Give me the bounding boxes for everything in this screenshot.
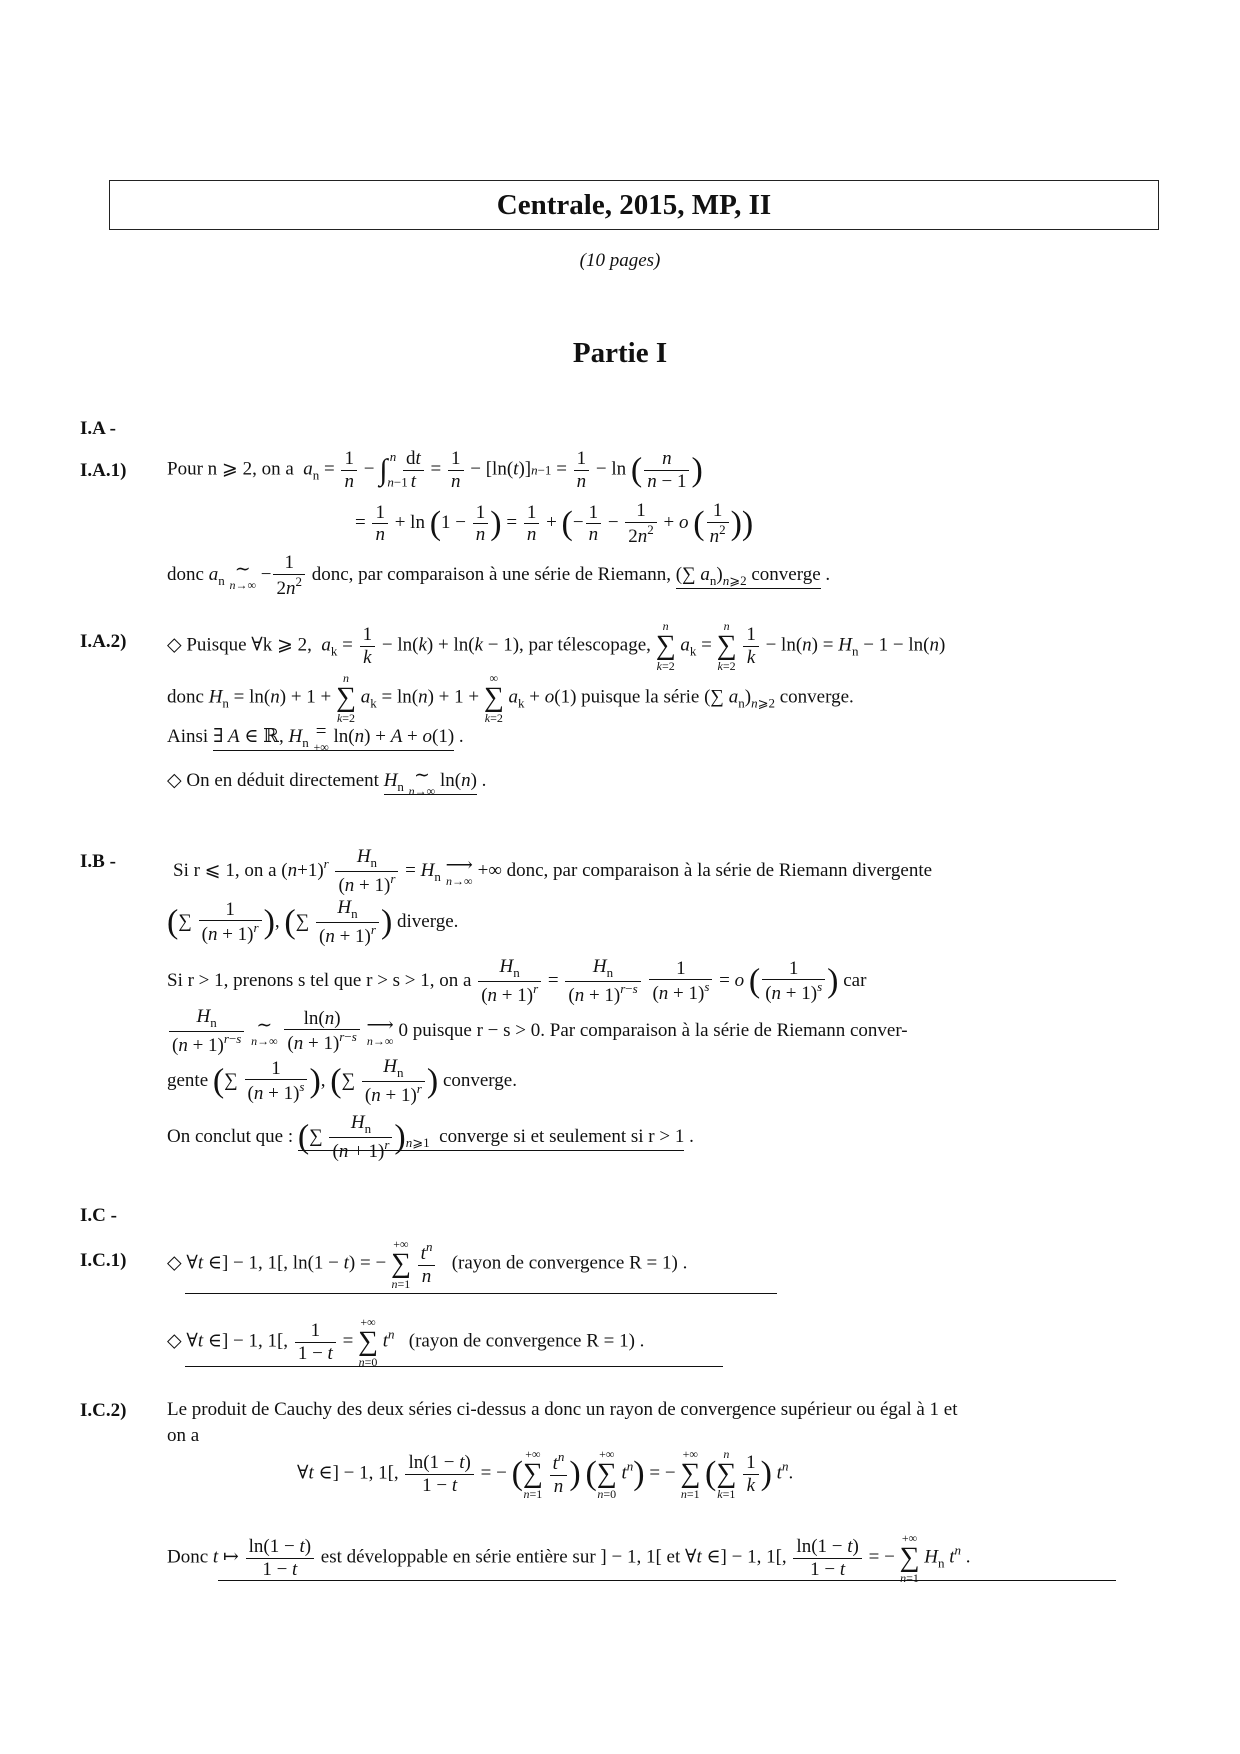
section-label-ia1: I.A.1)	[80, 460, 127, 481]
page-count: (10 pages)	[579, 250, 661, 271]
ic2-text-line1: Le produit de Cauchy des deux séries ci-dessus a donc un rayon de convergence supérieur ou égal à 1 et	[167, 1399, 958, 1420]
section-label-ib: I.B -	[80, 851, 116, 872]
ib-converge-line: gente (∑ $\frac{1}{(n + 1)^s}$ ), (∑ $\frac{H_n}{(n + 1)^r}$ ) converge.	[167, 1056, 517, 1106]
ic2-conclusion-line: Donc t ↦ $\frac{\ln(1 - t)}{1 - t}$ est développable en série entière sur ] − 1, 1[ et ∀t ∈] − 1, 1[, $\frac{\ln(1 - t)}{1 - t}$ = − +∞ ∑ n=1 $H_n$ $t^n$ .	[167, 1531, 971, 1585]
ib-conclusion-line: On conclut que : (∑ $\frac{H_n}{(n + 1)^r}$ )$_{n⩾1}$ converge si et seulement si r > 1 .	[167, 1112, 694, 1162]
ia2-hn-line: donc $H_n = \ln(n) + 1$ + n ∑ k=2 $a_k = \ln(n) + 1$ + ∞ ∑ k=2 $a_k + o(1)$ puisque la série (∑ $a_n)_{n⩾2}$ converge.	[167, 671, 854, 725]
document-title: Centrale, 2015, MP, II	[109, 180, 1159, 230]
ia2-telescoping-line: ◇ Puisque ∀k ⩾ 2, $a_k$ = $\frac{1}{k}$ − ln(k) + ln(k − 1), par télescopage, n ∑ k=2 $a_k$ = n ∑ k=2 $\frac{1}{k}$ − $\ln(n) = H_n - 1 - \ln(n)$	[167, 619, 946, 673]
section-label-ic2: I.C.2)	[80, 1400, 127, 1421]
section-label-ic1: I.C.1)	[80, 1250, 127, 1271]
section-label-ic: I.C -	[80, 1205, 117, 1226]
ib-case2-line: Si r > 1, prenons s tel que r > s > 1, on a $\frac{H_n}{(n + 1)^r}$ = $\frac{H_n}{(n + 1)^{r-s}}$ $\frac{1}{(n + 1)^s}$ = o ( $\frac{1}{(n + 1)^s}$ ) car	[167, 956, 867, 1006]
ia1-formula-line2: = $\frac{1}{n}$ + ln (1 − $\frac{1}{n}$ ) = $\frac{1}{n}$ + (− $\frac{1}{n}$ − $\frac{1}{2n^2}$ + o ( $\frac{1}{n^2}$ ))	[355, 500, 754, 547]
ib-case1-line: Si r ⩽ 1, on a $(n+1)^r$ $\frac{H_n}{(n + 1)^r}$ = $H_n$ ⟶ n→∞ +∞ donc, par comparaison à la série de Riemann divergente	[173, 846, 933, 896]
ic1-underline-2	[185, 1366, 723, 1367]
ic1-geometric-series-line: ◇ ∀t ∈] − 1, 1[, $\frac{1}{1 - t}$ = +∞ ∑ n=0 $t^n$ (rayon de convergence R = 1) .	[167, 1315, 645, 1369]
ib-equivalent-line: $\frac{H_n}{(n + 1)^{r-s}}$ ∼ n→∞ $\frac{\ln(n)}{(n + 1)^{r-s}}$ ⟶ n→∞ 0 puisque r − s > 0. Par comparaison à la série de Riemann conver-	[167, 1006, 908, 1057]
part-title: Partie I	[572, 337, 668, 369]
ic2-cauchy-formula: ∀t ∈] − 1, 1[, $\frac{\ln(1 - t)}{1 - t}$ = − ( +∞ ∑ n=1 $\frac{t^n}{n}$ ) ( +∞ ∑ n=0 $t^n$) = − +∞ ∑ n=1 ( n ∑ k=1 $\frac{1}{k}$ ) $t^n$.	[297, 1447, 794, 1501]
ic1-log-series-line: ◇ ∀t ∈] − 1, 1[, ln(1 − t) = − +∞ ∑ n=1 $\frac{t^n}{n}$ (rayon de convergence R = 1) .	[167, 1237, 688, 1291]
ic2-underline	[218, 1580, 1116, 1581]
ia1-conclusion-line: donc $a_n$ ∼ n→∞ − $\frac{1}{2n^2}$ donc, par comparaison à une série de Riemann, (∑ $a_n)_{n⩾2}$ converge .	[167, 552, 831, 599]
ib-diverge-line: (∑ $\frac{1}{(n + 1)^r}$ ), (∑ $\frac{H_n}{(n + 1)^r}$ ) diverge.	[167, 897, 459, 947]
section-label-ia: I.A -	[80, 418, 116, 439]
section-label-ia2: I.A.2)	[80, 631, 127, 652]
ia1-formula-line1: Pour n ⩾ 2, on a $a_n$ = $\frac{1}{n}$ − $\int_{n-1}^n$ $\frac{dt}{t}$ = $\frac{1}{n}$ − [ln(t)]n−1 = $\frac{1}{n}$ − ln ( $\frac{n}{n - 1}$ )	[167, 448, 703, 492]
ic1-underline-1	[185, 1293, 777, 1294]
ia2-equivalent-line: ◇ On en déduit directement $H_n$ ∼ n→∞ ln(n) .	[167, 765, 487, 798]
ic2-text-line2: on a	[167, 1425, 200, 1446]
ia2-ainsi-line: Ainsi ∃ A ∈ ℝ, $H_n$ = +∞ ln(n) + A + o(1) .	[167, 721, 464, 754]
